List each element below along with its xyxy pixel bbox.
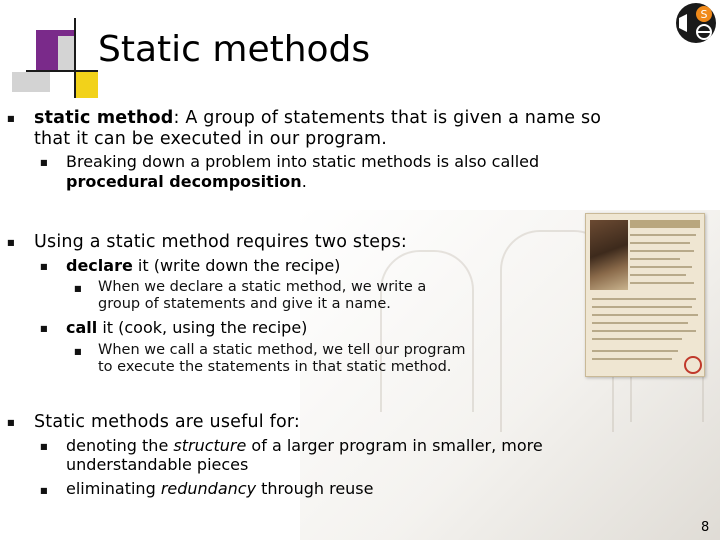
square-bullet-icon: ■: [40, 262, 48, 271]
decorative-corner-blocks: [12, 18, 97, 98]
recipe-line: [592, 350, 678, 352]
sub-bullet-text: through reuse: [256, 479, 374, 498]
sub-bullet-text: it (cook, using the recipe): [97, 318, 308, 337]
sub-sub-bullet-text: When we declare a static method, we write a: [98, 279, 427, 295]
recipe-line: [630, 258, 680, 260]
term-declare: declare: [66, 256, 133, 275]
recipe-line: [592, 322, 688, 324]
recipe-line: [592, 306, 692, 308]
sub-bullet-text: understandable pieces: [66, 455, 249, 474]
page-number: 8: [701, 520, 710, 535]
recipe-photo: [590, 220, 628, 290]
light-grey-square: [12, 72, 50, 92]
bullet-text: that it can be executed in our program.: [34, 129, 388, 149]
square-bullet-icon: ■: [40, 486, 48, 495]
sub-bullet-text: eliminating: [66, 479, 161, 498]
bullet-text: Static methods are useful for:: [34, 412, 301, 432]
bullet-static-method: [34, 107, 601, 129]
term-call: call: [66, 318, 98, 337]
square-bullet-icon: ■: [40, 442, 48, 451]
square-bullet-icon: ■: [40, 158, 48, 167]
java-logo-icon: [675, 2, 717, 44]
recipe-title-bar: [630, 220, 700, 228]
sub-bullet-text: of a larger program in smaller, more: [246, 436, 543, 455]
recipe-line: [630, 282, 694, 284]
term-static-method: static method: [34, 108, 174, 128]
square-bullet-icon: ■: [7, 238, 15, 247]
recipe-line: [592, 338, 682, 340]
sub-bullet-procedural: [66, 172, 307, 192]
vertical-rule: [74, 18, 76, 98]
bullet-text: : A group of statements that is given a name so: [173, 108, 602, 128]
square-bullet-icon: ■: [7, 418, 15, 427]
svg-text:S: S: [700, 8, 708, 21]
recipe-line: [592, 314, 698, 316]
sub-bullet-declare: [66, 256, 340, 276]
term-redundancy: redundancy: [160, 479, 257, 498]
sub-bullet-structure: [66, 436, 543, 456]
recipe-line: [592, 298, 696, 300]
square-bullet-icon: ■: [40, 324, 48, 333]
horizontal-rule: [26, 70, 98, 72]
term-structure: structure: [173, 436, 247, 455]
recipe-card-image: [585, 213, 705, 377]
sub-bullet-text: denoting the: [66, 436, 174, 455]
square-bullet-icon: ■: [7, 114, 15, 123]
square-bullet-icon: ■: [74, 284, 82, 293]
slide-title: Static methods: [98, 29, 371, 70]
recipe-line: [630, 234, 696, 236]
sub-sub-bullet-text: to execute the statements in that static method.: [98, 359, 452, 375]
sub-bullet-redundancy: [66, 479, 373, 499]
recipe-stamp-icon: [684, 356, 702, 374]
bullet-text: Using a static method requires two steps:: [34, 232, 407, 252]
yellow-square: [76, 72, 98, 98]
square-bullet-icon: ■: [74, 347, 82, 356]
grey-square: [58, 36, 74, 70]
recipe-line: [630, 250, 694, 252]
recipe-line: [630, 274, 686, 276]
sub-bullet-text: Breaking down a problem into static methods is also called: [66, 152, 540, 171]
sub-bullet-text: it (write down the recipe): [132, 256, 341, 275]
recipe-line: [630, 242, 690, 244]
background-arch: [380, 250, 474, 412]
sub-sub-bullet-text: When we call a static method, we tell our program: [98, 342, 466, 358]
term-procedural-decomposition: procedural decomposition: [66, 172, 302, 191]
punctuation: .: [301, 172, 307, 191]
recipe-line: [592, 358, 672, 360]
recipe-line: [592, 330, 696, 332]
recipe-line: [630, 266, 692, 268]
sub-bullet-call: [66, 318, 307, 338]
sub-sub-bullet-text: group of statements and give it a name.: [98, 296, 391, 312]
